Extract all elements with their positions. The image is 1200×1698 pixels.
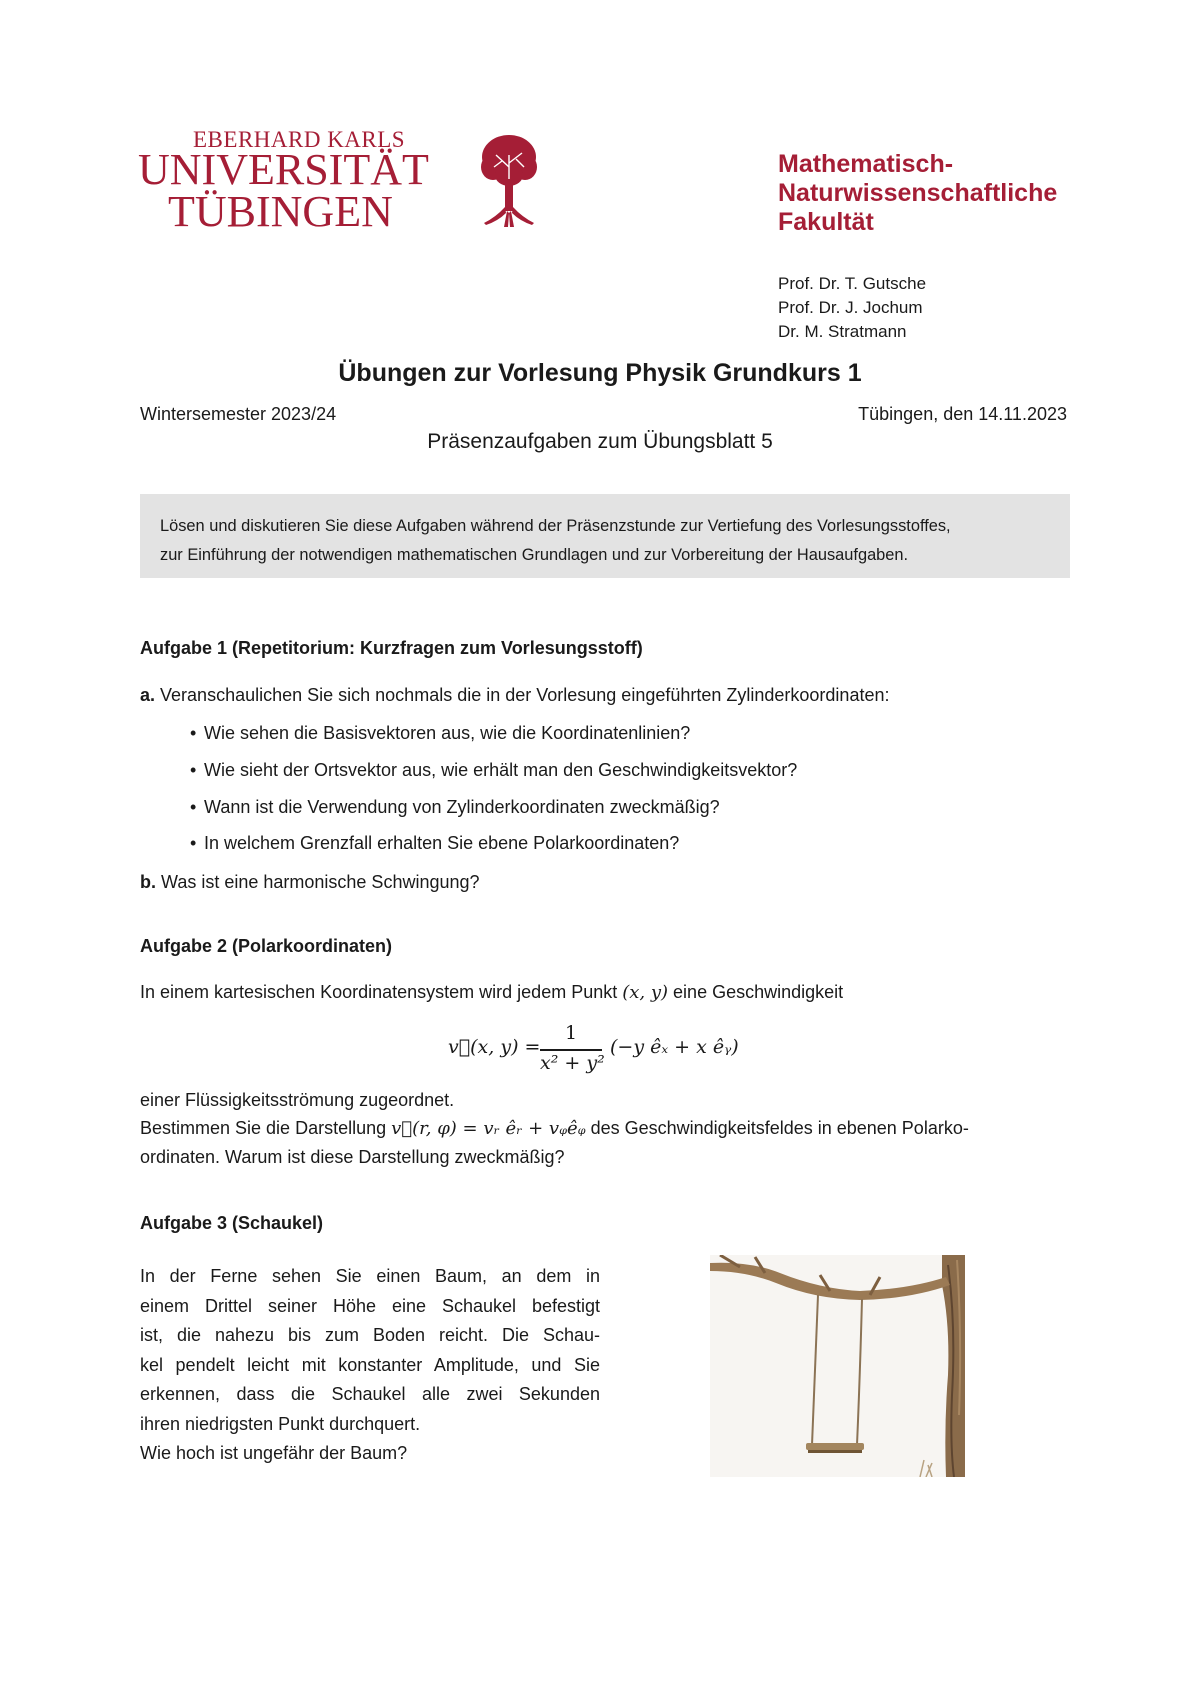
swing-tree-illustration <box>710 1255 965 1477</box>
bullet-icon: • <box>190 760 197 780</box>
task3-line: einem Drittel seiner Höhe eine Schaukel befestigt <box>140 1295 600 1316</box>
formula-numerator: 1 <box>564 1022 578 1044</box>
bullet-text: Wie sehen die Basisvektoren aus, wie die Koordinatenlinien? <box>204 723 691 743</box>
faculty-line: Fakultät <box>778 208 874 236</box>
task2-line4: ordinaten. Warum ist diese Darstellung zweckmäßig? <box>140 1147 565 1167</box>
task3-line: kel pendelt leicht mit konstanter Amplitude, und Sie <box>140 1354 600 1375</box>
university-logo-line2: UNIVERSITÄT <box>138 145 429 194</box>
task3-line: In der Ferne sehen Sie einen Baum, an dem in <box>140 1266 600 1286</box>
bullet-text: Wie sieht der Ortsvektor aus, wie erhält man den Geschwindigkeitsvektor? <box>204 760 798 780</box>
bullet-icon: • <box>190 797 197 817</box>
bullet-text: In welchem Grenzfall erhalten Sie ebene Polarkoordinaten? <box>204 833 680 853</box>
tree-logo-icon <box>478 133 540 229</box>
task3-line: Wie hoch ist ungefähr der Baum? <box>140 1443 408 1463</box>
professor-list <box>778 272 926 344</box>
professor-name: Dr. M. Stratmann <box>778 322 907 341</box>
task3-line: ihren niedrigsten Punkt durchquert. <box>140 1413 421 1434</box>
task2-intro <box>140 982 843 1003</box>
university-logo-line1: EBERHARD KARLS <box>193 127 406 152</box>
velocity-formula <box>448 1022 768 1082</box>
list-item <box>190 833 680 854</box>
task3-line: ist, die nahezu bis zum Boden reicht. Die Schau- <box>140 1325 600 1345</box>
note-line: Lösen und diskutieren Sie diese Aufgaben während der Präsenzstunde zur Vertiefung des Vorlesungsstoffes, <box>160 517 951 535</box>
task2-heading: Aufgabe 2 (Polarkoordinaten) <box>140 936 393 956</box>
professor-name: Prof. Dr. T. Gutsche <box>778 274 927 293</box>
faculty-name <box>778 150 1057 237</box>
bullet-text: Wann ist die Verwendung von Zylinderkoordinaten zweckmäßig? <box>204 797 720 817</box>
list-item <box>190 723 691 744</box>
fraction-bar <box>540 1049 602 1051</box>
page-title: Übungen zur Vorlesung Physik Grundkurs 1 <box>338 359 862 387</box>
date-label: Tübingen, den 14.11.2023 <box>858 404 1067 424</box>
task2-intro-point: (x, y) <box>622 982 669 1003</box>
formula-lhs: v⃗(x, y) = <box>448 1036 541 1058</box>
list-item <box>190 797 720 818</box>
task1-a <box>140 685 889 706</box>
task3-heading: Aufgabe 3 (Schaukel) <box>140 1213 324 1233</box>
note-line: zur Einführung der notwendigen mathematischen Grundlagen und zur Vorbereitung der Hausaufgaben. <box>160 546 909 564</box>
task2-intro-before: In einem kartesischen Koordinatensystem wird jedem Punkt <box>140 982 623 1002</box>
task1-b-text: Was ist eine harmonische Schwingung? <box>161 872 480 892</box>
task1-a-label: a. <box>140 685 156 705</box>
page-subtitle: Präsenzaufgaben zum Übungsblatt 5 <box>427 430 773 453</box>
faculty-line: Mathematisch- <box>778 150 954 178</box>
faculty-line: Naturwissenschaftliche <box>778 179 1058 207</box>
bullet-icon: • <box>190 833 197 853</box>
instruction-note-box <box>140 494 1070 578</box>
bullet-icon: • <box>190 723 197 743</box>
task2-intro-after: eine Geschwindigkeit <box>668 982 844 1002</box>
task2-line2: einer Flüssigkeitsströmung zugeordnet. <box>140 1090 455 1110</box>
university-logo-line3: TÜBINGEN <box>168 187 393 236</box>
task2-line3-math: v⃗(r, φ) = vᵣ êᵣ + vᵩêᵩ <box>391 1118 586 1139</box>
task1-b <box>140 872 480 893</box>
semester-label: Wintersemester 2023/24 <box>140 404 337 424</box>
professor-name: Prof. Dr. J. Jochum <box>778 298 923 317</box>
formula-denominator: x² + y² <box>540 1052 605 1074</box>
formula-rhs: (−y êₓ + x êᵧ) <box>610 1036 739 1058</box>
task1-a-text: Veranschaulichen Sie sich nochmals die in der Vorlesung eingeführten Zylinderkoordinaten: <box>160 685 890 705</box>
task1-b-label: b. <box>140 872 156 892</box>
task3-line: erkennen, dass die Schaukel alle zwei Sekunden <box>140 1384 600 1404</box>
task1-heading: Aufgabe 1 (Repetitorium: Kurzfragen zum Vorlesungsstoff) <box>140 638 643 658</box>
task2-line3-after: des Geschwindigkeitsfeldes in ebenen Polarko- <box>585 1118 969 1138</box>
task3-text <box>140 1262 600 1469</box>
list-item <box>190 760 798 781</box>
task2-line3 <box>140 1118 969 1139</box>
task2-line3-before: Bestimmen Sie die Darstellung <box>140 1118 392 1138</box>
